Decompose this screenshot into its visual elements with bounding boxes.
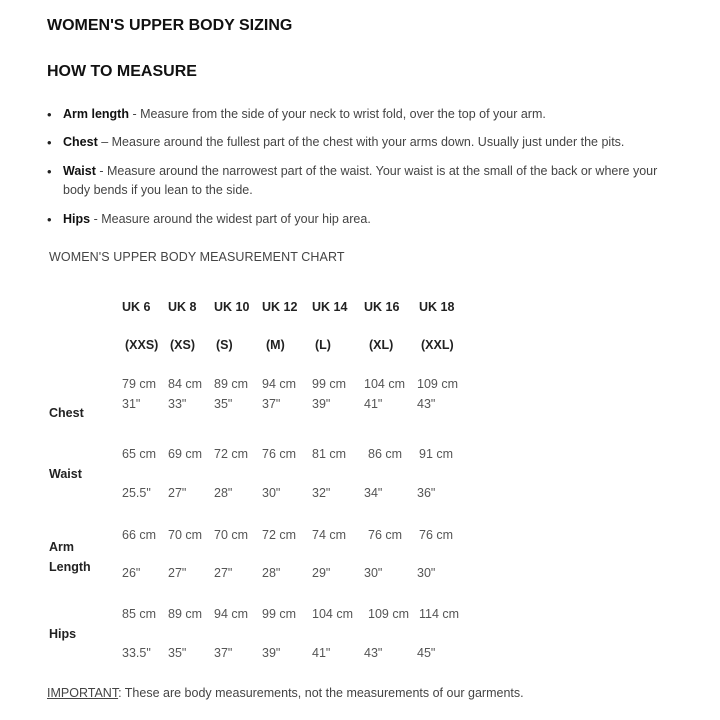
instruction-term: Waist	[63, 164, 96, 178]
chart-title: WOMEN'S UPPER BODY MEASUREMENT CHART	[49, 250, 345, 264]
cell-inches: 25.5"	[122, 486, 151, 500]
size-letter: (S)	[216, 338, 233, 352]
cell-cm: 94 cm	[262, 377, 297, 391]
bullet-icon: •	[47, 212, 52, 227]
cell-inches: 37"	[262, 397, 281, 411]
cell-inches: 30"	[417, 566, 436, 580]
cell-cm: 84 cm	[168, 377, 203, 391]
cell-cm: 76 cm	[368, 528, 403, 542]
cell-cm: 76 cm	[419, 528, 454, 542]
cell-inches: 41"	[312, 646, 331, 660]
instruction-text: - Measure from the side of your neck to wrist fold, over the top of your arm.	[128, 107, 546, 121]
cell-inches: 39"	[312, 397, 331, 411]
important-label: IMPORTANT	[47, 686, 119, 700]
cell-inches: 35"	[214, 397, 233, 411]
row-label-line: Length	[49, 560, 91, 574]
how-to-measure-heading: HOW TO MEASURE	[47, 63, 197, 80]
cell-cm: 85 cm	[122, 607, 157, 621]
cell-inches: 35"	[168, 646, 187, 660]
cell-inches: 31"	[122, 397, 141, 411]
instruction-text: – Measure around the fullest part of the chest with your arms down. Usually just under the pits.	[97, 135, 625, 149]
size-header: UK 12	[262, 300, 298, 314]
cell-cm: 89 cm	[214, 377, 249, 391]
bullet-icon: •	[47, 164, 52, 179]
cell-cm: 89 cm	[168, 607, 203, 621]
size-header: UK 18	[419, 300, 455, 314]
cell-cm: 104 cm	[364, 377, 405, 391]
row-label-chest: Chest	[49, 406, 84, 420]
row-label-hips: Hips	[49, 627, 77, 641]
size-letter: (L)	[315, 338, 331, 352]
instruction-text: - Measure around the narrowest part of the waist. Your waist is at the small of the back or where your body bends if you lean to the side.	[63, 164, 658, 197]
row-label-waist: Waist	[49, 467, 82, 481]
cell-cm: 72 cm	[262, 528, 297, 542]
cell-cm: 69 cm	[168, 447, 203, 461]
cell-inches: 43"	[364, 646, 383, 660]
cell-inches: 45"	[417, 646, 436, 660]
cell-inches: 28"	[262, 566, 281, 580]
size-letter: (XL)	[369, 338, 394, 352]
size-letter: (XXL)	[421, 338, 454, 352]
instruction-term: Hips	[63, 212, 91, 226]
cell-cm: 76 cm	[262, 447, 297, 461]
important-note	[47, 686, 524, 700]
cell-inches: 27"	[168, 566, 187, 580]
cell-cm: 91 cm	[419, 447, 454, 461]
cell-inches: 30"	[364, 566, 383, 580]
cell-cm: 104 cm	[312, 607, 353, 621]
bullet-icon: •	[47, 107, 52, 122]
cell-cm: 109 cm	[368, 607, 409, 621]
instruction-term: Arm length	[63, 107, 129, 121]
cell-cm: 72 cm	[214, 447, 249, 461]
cell-cm: 74 cm	[312, 528, 347, 542]
size-letter: (M)	[266, 338, 285, 352]
instruction-term: Chest	[63, 135, 98, 149]
cell-inches: 34"	[364, 486, 383, 500]
cell-inches: 32"	[312, 486, 331, 500]
page-title: WOMEN'S UPPER BODY SIZING	[47, 17, 293, 34]
cell-inches: 36"	[417, 486, 436, 500]
cell-cm: 99 cm	[312, 377, 347, 391]
cell-inches: 28"	[214, 486, 233, 500]
size-header: UK 8	[168, 300, 197, 314]
cell-cm: 114 cm	[419, 607, 460, 621]
cell-cm: 70 cm	[168, 528, 203, 542]
cell-inches: 43"	[417, 397, 436, 411]
cell-inches: 33"	[168, 397, 187, 411]
cell-cm: 94 cm	[214, 607, 249, 621]
size-header: UK 14	[312, 300, 348, 314]
cell-cm: 86 cm	[368, 447, 403, 461]
bullet-icon: •	[47, 135, 52, 150]
size-letter: (XS)	[170, 338, 195, 352]
important-text: : These are body measurements, not the measurements of our garments.	[118, 686, 524, 700]
size-header: UK 10	[214, 300, 250, 314]
row-label-line: Arm	[49, 540, 75, 554]
instruction-text: - Measure around the widest part of your hip area.	[90, 212, 371, 226]
cell-inches: 27"	[214, 566, 233, 580]
cell-inches: 33.5"	[122, 646, 151, 660]
cell-cm: 79 cm	[122, 377, 157, 391]
cell-inches: 27"	[168, 486, 187, 500]
cell-inches: 26"	[122, 566, 141, 580]
cell-cm: 65 cm	[122, 447, 157, 461]
cell-inches: 41"	[364, 397, 383, 411]
cell-cm: 70 cm	[214, 528, 249, 542]
cell-cm: 66 cm	[122, 528, 157, 542]
cell-inches: 30"	[262, 486, 281, 500]
size-header: UK 6	[122, 300, 151, 314]
cell-cm: 81 cm	[312, 447, 347, 461]
cell-cm: 109 cm	[417, 377, 458, 391]
cell-inches: 37"	[214, 646, 233, 660]
size-header: UK 16	[364, 300, 400, 314]
cell-cm: 99 cm	[262, 607, 297, 621]
cell-inches: 39"	[262, 646, 281, 660]
row-label-arm-length	[49, 537, 91, 577]
cell-inches: 29"	[312, 566, 331, 580]
size-letter: (XXS)	[125, 338, 159, 352]
